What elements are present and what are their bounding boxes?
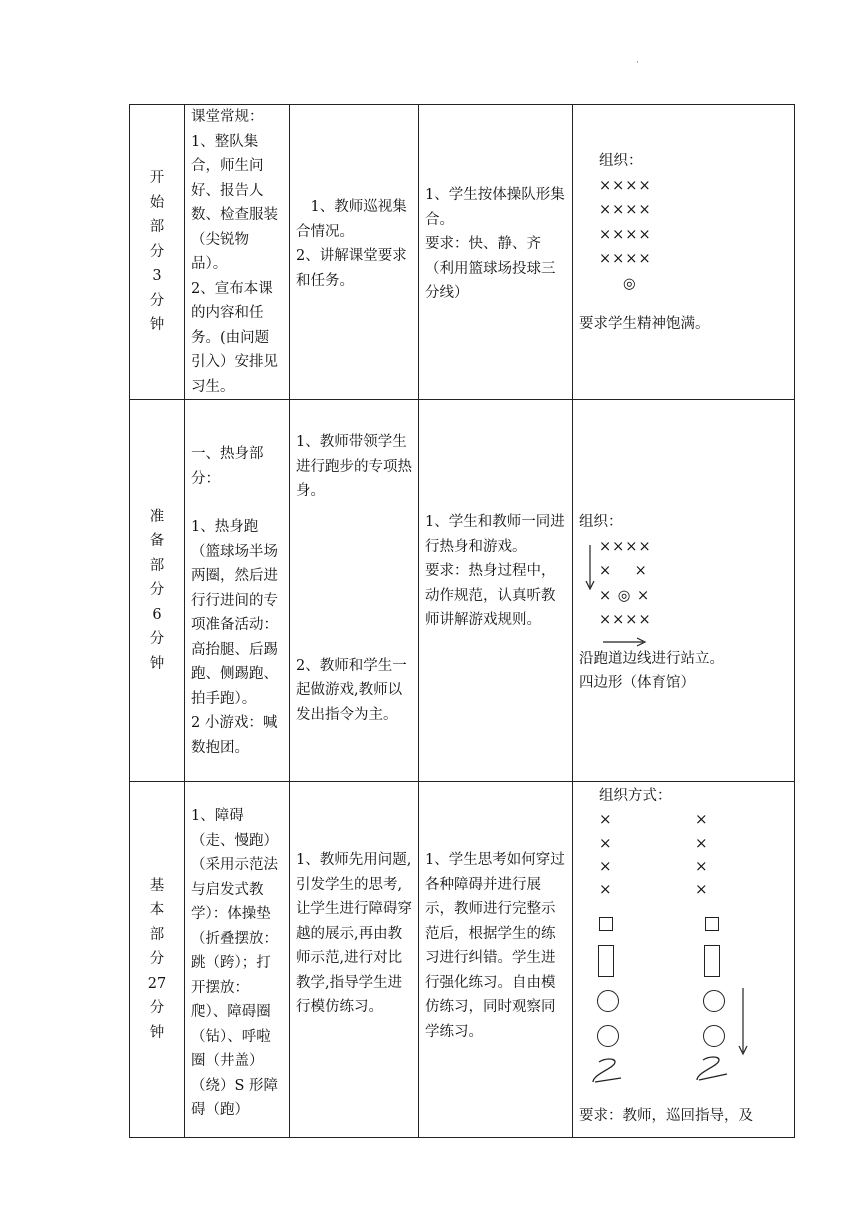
teacher-cell-start [290, 105, 419, 400]
formation-row: × × [599, 563, 648, 579]
org-cell-start [573, 105, 795, 400]
s-obstacle-icon [695, 1050, 731, 1084]
phase-char: 分 [149, 243, 165, 260]
teacher-line: 1、教师带领学生进行跑步的专项热身。 [296, 434, 412, 499]
mat-folded-icon [705, 917, 719, 931]
student-mark: × [599, 880, 612, 898]
table-row-start [130, 105, 795, 400]
content-line: 1、热身跑（篮球场半场两圈，然后进行行进间的专项准备活动：高抬腿、后踢跑、侧踢跑、拍手跑）。 [191, 519, 278, 707]
student-mark: × [599, 857, 612, 875]
formation-row: ×××× [599, 251, 652, 267]
phase-char: 分 [149, 1000, 165, 1017]
student-mark: × [599, 810, 612, 828]
obstacle-diagram [579, 782, 788, 1124]
content-line: 1、整队集合，师生问好、报告人数、检查服装（尖锐物品）。 [191, 133, 278, 272]
org-note: 四边形（体育馆） [579, 675, 695, 691]
org-note: 要求：教师，巡回指导，及 [579, 1108, 753, 1124]
formation-row: ×××× [599, 202, 652, 218]
student-cell-prep [419, 400, 573, 782]
teacher-line: 1、教师巡视集合情况。 [296, 199, 407, 240]
hula-hoop-icon [597, 1025, 619, 1047]
phase-char: 开 [149, 170, 165, 187]
hoop-icon [703, 990, 725, 1012]
student-mark: × [695, 880, 708, 898]
lesson-plan-table [129, 104, 795, 1138]
teacher-cell-main [290, 782, 419, 1138]
student-mark: × [599, 834, 612, 852]
teacher-position-icon: ◎ [623, 275, 636, 292]
mat-open-icon [598, 945, 614, 977]
teacher-line: 2、教师和学生一起做游戏,教师以发出指令为主。 [296, 657, 407, 723]
hula-hoop-icon [703, 1025, 725, 1047]
phase-char: 部 [149, 219, 165, 236]
arrow-right-icon [603, 637, 647, 647]
phase-char: 本 [149, 902, 165, 919]
student-line: 1、学生按体操队形集合。 [425, 187, 565, 228]
student-line: 1、学生思考如何穿过各种障碍并进行展示，教师进行完整示范后，根据学生的练习进行纠错。学生进行强化练习。自由模仿练习，同时观察同学练习。 [425, 852, 565, 1040]
student-line: 要求：快、静、齐（利用篮球场投球三分线） [425, 236, 556, 301]
formation-row: ×××× [599, 538, 652, 555]
org-label: 组织： [599, 153, 643, 169]
student-mark: × [695, 834, 708, 852]
hoop-icon [597, 990, 619, 1012]
phase-char: 钟 [149, 1024, 165, 1041]
content-cell-start [185, 105, 290, 400]
formation-row: × ◎ × [599, 587, 651, 604]
content-line: 2 小游戏：喊数抱团。 [191, 715, 278, 756]
org-note: 要求学生精神饱满。 [579, 316, 710, 332]
phase-char: 钟 [149, 655, 165, 672]
formation-row: ×××× [599, 226, 652, 243]
content-line: 2、宣布本课的内容和任务。(由问题引入）安排见习生。 [191, 280, 278, 395]
teacher-line: 1、教师先用问题,引发学生的思考,让学生进行障碍穿越的展示,再由教师示范,进行对比教学,指导学生进行模仿练习。 [296, 852, 412, 1015]
mat-folded-icon [599, 917, 613, 931]
phase-char: 分 [149, 631, 165, 648]
content-line: 一、热身部分： [191, 446, 264, 487]
org-note: 沿跑道边线进行站立。 [579, 650, 724, 667]
table-row-main [130, 782, 795, 1138]
phase-char: 部 [149, 557, 165, 574]
page-mark: · [636, 58, 639, 68]
phase-char: 始 [149, 194, 165, 211]
student-cell-main [419, 782, 573, 1138]
phase-char: 备 [149, 533, 165, 550]
phase-char: 钟 [149, 317, 165, 334]
org-cell-main [573, 782, 795, 1138]
phase-char: 分 [149, 582, 165, 599]
teacher-line: 2、讲解课堂要求和任务。 [296, 248, 407, 289]
org-label: 组织方式： [599, 788, 672, 804]
org-label: 组织： [579, 514, 623, 530]
student-cell-start [419, 105, 573, 400]
phase-cell-start [130, 105, 185, 400]
content-line: 课堂常规： [191, 109, 264, 125]
mat-open-icon [704, 945, 720, 977]
arrow-down-icon [737, 988, 749, 1058]
content-line: 1、障碍（走、慢跑）（采用示范法与启发式教学）：体操垫（折叠摆放：跳（跨）；打开摆放：爬）、障碍圈（钻）、呼啦圈（井盖）（绕）S 形障碍（跑） [191, 808, 279, 1118]
arrow-down-icon [585, 545, 595, 591]
phase-char: 基 [149, 877, 165, 894]
phase-char: 部 [149, 926, 165, 943]
student-line: 1、学生和教师一同进行热身和游戏。 [425, 514, 565, 555]
student-mark: × [695, 857, 708, 875]
org-cell-prep [573, 400, 795, 782]
phase-char: 6 [152, 606, 162, 623]
phase-char: 准 [149, 508, 165, 525]
table-row-prep [130, 400, 795, 782]
formation-row: ×××× [599, 177, 652, 194]
student-line: 要求：热身过程中，动作规范，认真听教师讲解游戏规则。 [425, 563, 556, 628]
content-cell-prep [185, 400, 290, 782]
phase-cell-main [130, 782, 185, 1138]
phase-cell-prep [130, 400, 185, 782]
s-obstacle-icon [591, 1052, 627, 1086]
phase-char: 27 [147, 975, 167, 992]
phase-char: 分 [149, 292, 165, 309]
teacher-cell-prep [290, 400, 419, 782]
student-mark: × [695, 810, 708, 828]
phase-char: 3 [152, 268, 162, 285]
formation-row: ×××× [599, 612, 652, 628]
phase-char: 分 [149, 951, 165, 968]
content-cell-main [185, 782, 290, 1138]
